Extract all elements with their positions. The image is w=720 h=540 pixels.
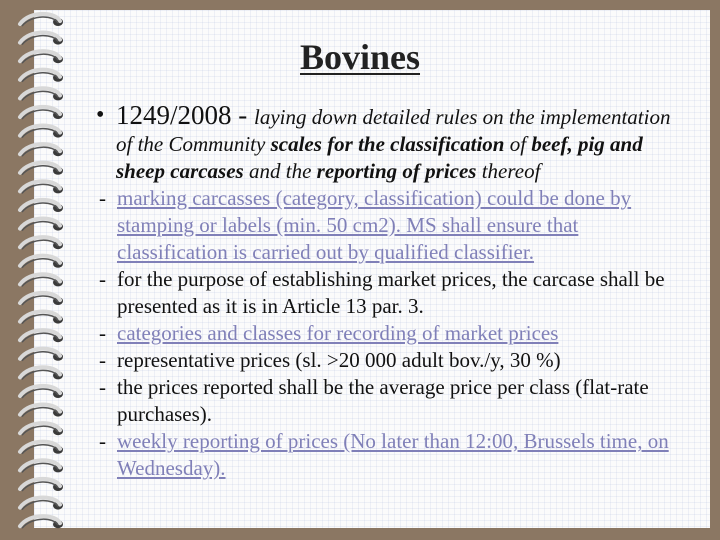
binding-ring [20, 479, 63, 491]
list-item [96, 266, 686, 320]
list-item [96, 374, 686, 428]
hyperlink-text[interactable]: weekly reporting of prices (No later than 12:00, Brussels time, on Wednesday). [117, 429, 669, 480]
slide-body [96, 102, 686, 482]
dash-marker: - [99, 186, 106, 210]
rule-list [96, 185, 686, 482]
list-item [96, 320, 686, 347]
list-item [96, 428, 686, 482]
binding-ring [20, 386, 63, 398]
dash-marker: - [99, 321, 106, 345]
intro-text-segment: thereof [476, 159, 541, 183]
binding-ring [20, 497, 63, 509]
binding-ring [20, 274, 63, 286]
binding-ring [20, 349, 63, 361]
binding-ring [20, 218, 63, 230]
list-item-text: representative prices (sl. >20 000 adult bov./y, 30 %) [117, 348, 561, 372]
slide-title [0, 36, 720, 78]
regulation-number: 1249/2008 - [116, 100, 254, 130]
list-item [96, 185, 686, 266]
binding-ring [20, 14, 63, 26]
list-item-text: for the purpose of establishing market prices, the carcase shall be presented as it is in Article 13 par. 3. [117, 267, 665, 318]
slide-title-text: Bovines [299, 37, 421, 77]
binding-ring [20, 460, 63, 472]
spiral-binding-icon [0, 0, 90, 540]
binding-ring [20, 125, 63, 137]
binding-ring [20, 442, 63, 454]
binding-ring [20, 256, 63, 268]
binding-ring [20, 367, 63, 379]
binding-ring [20, 404, 63, 416]
dash-marker: - [99, 348, 106, 372]
dash-marker: - [99, 375, 106, 399]
intro-bullet [96, 102, 686, 185]
binding-ring [20, 311, 63, 323]
binding-ring [20, 237, 63, 249]
binding-ring [20, 88, 63, 100]
binding-ring [20, 293, 63, 305]
list-item [96, 347, 686, 374]
hyperlink-text[interactable]: marking carcasses (category, classification) could be done by stamping or labels (min. 50 cm2). MS shall ensure that classification is carried out by qualified classifier. [117, 186, 632, 264]
bullet-icon: • [96, 102, 105, 128]
hyperlink-text[interactable]: categories and classes for recording of market prices [117, 321, 559, 345]
intro-text-segment: beef, pig and sheep carcases [116, 132, 643, 183]
intro-text-segment: of [504, 132, 532, 156]
intro-text-segment: laying down detailed rules on the implementation of the Community [116, 105, 671, 156]
list-item-text: the prices reported shall be the average price per class (flat-rate purchases). [117, 375, 649, 426]
dash-marker: - [99, 267, 106, 291]
intro-text-segment: and the [243, 159, 317, 183]
intro-text-segment: reporting of prices [316, 159, 477, 183]
binding-ring [20, 200, 63, 212]
binding-ring [20, 163, 63, 175]
binding-ring [20, 144, 63, 156]
intro-text-segment: scales for the classification [270, 132, 505, 156]
binding-ring [20, 423, 63, 435]
binding-ring [20, 330, 63, 342]
binding-ring [20, 516, 63, 528]
binding-ring [20, 107, 63, 119]
dash-marker: - [99, 429, 106, 453]
binding-ring [20, 181, 63, 193]
